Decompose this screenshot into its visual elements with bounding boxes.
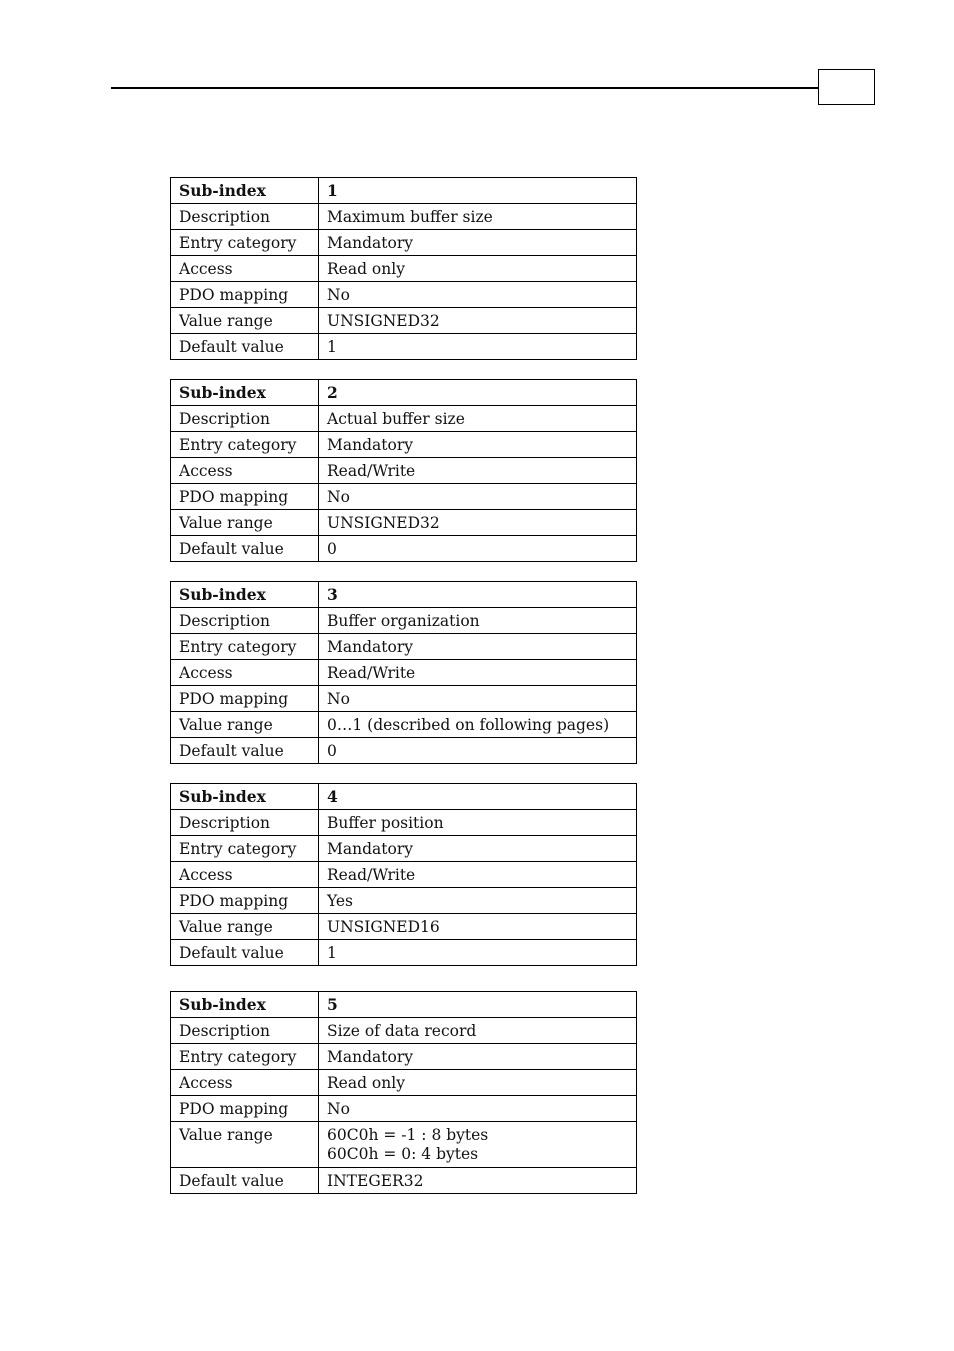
row-value: Size of data record	[319, 1018, 637, 1044]
table-header-row	[171, 178, 637, 204]
row-key: Description	[171, 810, 319, 836]
table-row	[171, 660, 637, 686]
row-key: PDO mapping	[171, 686, 319, 712]
subindex-label: Sub-index	[171, 380, 319, 406]
table-row	[171, 334, 637, 360]
subindex-table-2	[170, 379, 637, 562]
row-value: Read/Write	[319, 660, 637, 686]
row-key: Value range	[171, 1122, 319, 1168]
table-row	[171, 432, 637, 458]
row-value: Mandatory	[319, 1044, 637, 1070]
table-row	[171, 686, 637, 712]
table-row	[171, 888, 637, 914]
subindex-table-1	[170, 177, 637, 360]
row-key: Entry category	[171, 230, 319, 256]
value-line: 60C0h = -1 : 8 bytes	[327, 1126, 489, 1144]
row-key: Access	[171, 458, 319, 484]
table-row	[171, 536, 637, 562]
page-number-box	[818, 69, 875, 105]
row-key: Description	[171, 1018, 319, 1044]
row-key: Default value	[171, 536, 319, 562]
table-row	[171, 282, 637, 308]
row-value: No	[319, 484, 637, 510]
header-rule	[111, 87, 819, 89]
table-row	[171, 510, 637, 536]
row-key: Description	[171, 204, 319, 230]
row-value: 1	[319, 940, 637, 966]
table-row	[171, 914, 637, 940]
row-key: Default value	[171, 1168, 319, 1194]
table-row	[171, 406, 637, 432]
subindex-table-5	[170, 991, 637, 1194]
table-row	[171, 484, 637, 510]
row-key: PDO mapping	[171, 888, 319, 914]
row-value: Mandatory	[319, 432, 637, 458]
subindex-value: 3	[319, 582, 637, 608]
table-row	[171, 712, 637, 738]
row-value: No	[319, 282, 637, 308]
table-header-row	[171, 784, 637, 810]
table-row	[171, 634, 637, 660]
row-key: Value range	[171, 308, 319, 334]
subindex-value: 4	[319, 784, 637, 810]
row-key: Access	[171, 1070, 319, 1096]
subindex-label: Sub-index	[171, 582, 319, 608]
row-key: Default value	[171, 940, 319, 966]
row-key: PDO mapping	[171, 484, 319, 510]
table-header-row	[171, 992, 637, 1018]
table-row	[171, 204, 637, 230]
row-value: UNSIGNED32	[319, 308, 637, 334]
table-row	[171, 810, 637, 836]
row-key: Entry category	[171, 836, 319, 862]
table-row	[171, 256, 637, 282]
row-value: Mandatory	[319, 634, 637, 660]
row-value: Read only	[319, 1070, 637, 1096]
row-key: Description	[171, 608, 319, 634]
row-value: Buffer organization	[319, 608, 637, 634]
table-row	[171, 608, 637, 634]
row-value: Read/Write	[319, 862, 637, 888]
row-value: INTEGER32	[319, 1168, 637, 1194]
row-key: Entry category	[171, 432, 319, 458]
row-key: PDO mapping	[171, 1096, 319, 1122]
table-row	[171, 1070, 637, 1096]
table-row	[171, 738, 637, 764]
row-value: Yes	[319, 888, 637, 914]
row-value: Mandatory	[319, 230, 637, 256]
table-row	[171, 1122, 637, 1168]
row-value: Mandatory	[319, 836, 637, 862]
row-value: UNSIGNED16	[319, 914, 637, 940]
value-line: 60C0h = 0: 4 bytes	[327, 1145, 479, 1163]
subindex-value: 2	[319, 380, 637, 406]
row-value: No	[319, 686, 637, 712]
row-key: Access	[171, 256, 319, 282]
row-value: No	[319, 1096, 637, 1122]
row-value	[319, 1122, 637, 1168]
row-key: Entry category	[171, 634, 319, 660]
table-row	[171, 940, 637, 966]
row-key: Access	[171, 660, 319, 686]
row-key: PDO mapping	[171, 282, 319, 308]
table-row	[171, 862, 637, 888]
subindex-value: 5	[319, 992, 637, 1018]
row-key: Value range	[171, 712, 319, 738]
table-row	[171, 1018, 637, 1044]
row-value: 0…1 (described on following pages)	[319, 712, 637, 738]
row-value: 1	[319, 334, 637, 360]
row-value: Maximum buffer size	[319, 204, 637, 230]
subindex-table-4	[170, 783, 637, 966]
parameter-tables	[170, 177, 637, 1213]
table-row	[171, 308, 637, 334]
subindex-value: 1	[319, 178, 637, 204]
table-row	[171, 836, 637, 862]
subindex-label: Sub-index	[171, 178, 319, 204]
row-key: Value range	[171, 914, 319, 940]
row-key: Value range	[171, 510, 319, 536]
subindex-label: Sub-index	[171, 784, 319, 810]
row-key: Access	[171, 862, 319, 888]
row-value: Read/Write	[319, 458, 637, 484]
table-header-row	[171, 582, 637, 608]
row-value: 0	[319, 738, 637, 764]
row-key: Default value	[171, 334, 319, 360]
row-value: Read only	[319, 256, 637, 282]
table-row	[171, 230, 637, 256]
row-value: Buffer position	[319, 810, 637, 836]
table-row	[171, 1096, 637, 1122]
row-key: Description	[171, 406, 319, 432]
row-value: UNSIGNED32	[319, 510, 637, 536]
row-value: Actual buffer size	[319, 406, 637, 432]
row-value: 0	[319, 536, 637, 562]
table-row	[171, 458, 637, 484]
table-header-row	[171, 380, 637, 406]
row-key: Entry category	[171, 1044, 319, 1070]
subindex-label: Sub-index	[171, 992, 319, 1018]
row-key: Default value	[171, 738, 319, 764]
table-row	[171, 1044, 637, 1070]
table-row	[171, 1168, 637, 1194]
subindex-table-3	[170, 581, 637, 764]
